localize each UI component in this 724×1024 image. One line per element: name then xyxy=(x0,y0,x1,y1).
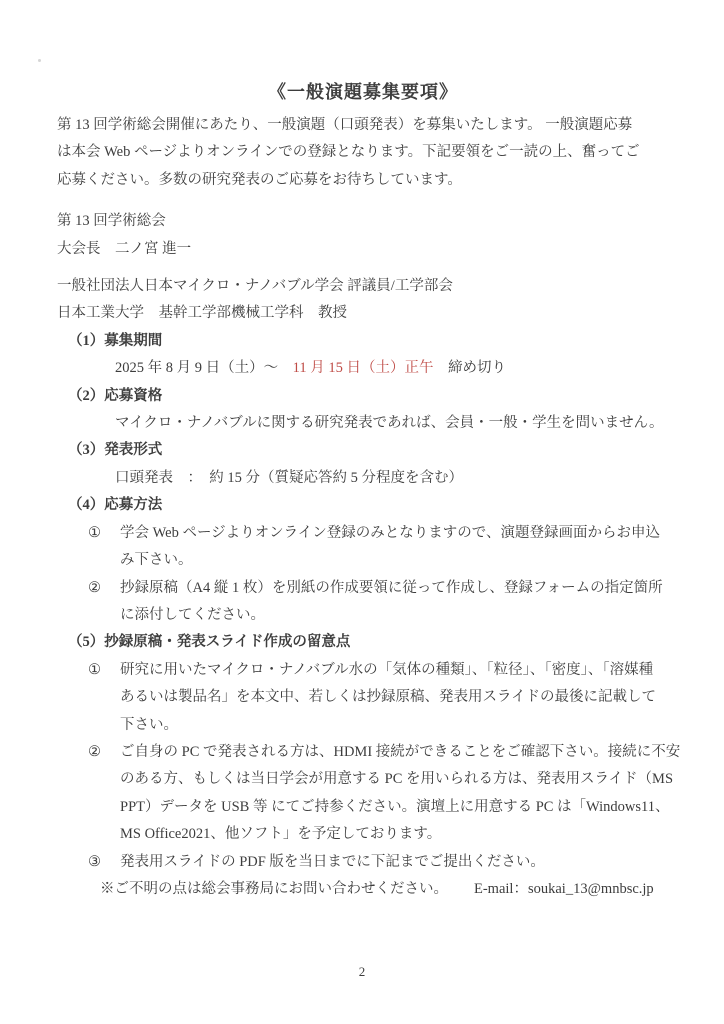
intro-line: は本会 Web ページよりオンラインでの登録となります。下記要領をご一読の上、奮ってご xyxy=(57,144,640,161)
text-line: あるいは製品名」を本文中、若しくは抄録原稿、発表用スライドの最後に記載して xyxy=(120,689,657,706)
date-range-prefix: 2025 年 8 月 9 日（土）～ xyxy=(115,360,293,377)
text-line: 抄録原稿（A4 縦 1 枚）を別紙の作成要領に従って作成し、登録フォームの指定箇所 xyxy=(120,579,663,596)
text-line: 下さい。 xyxy=(120,716,178,733)
text-line: 学会 Web ページよりオンライン登録のみとなりますので、演題登録画面からお申込 xyxy=(120,524,660,541)
text-line: 研究に用いたマイクロ・ナノバブル水の「気体の種類」、「粒径」、「密度」、「溶媒種 xyxy=(120,661,654,678)
list-item-text xyxy=(120,739,680,849)
sections xyxy=(57,328,681,904)
section-4-heading: （4）応募方法 xyxy=(68,497,163,514)
circled-number-marker: ③ xyxy=(88,853,101,870)
section-1-heading: （1）募集期間 xyxy=(68,332,163,349)
page-number: 2 xyxy=(358,964,366,979)
circled-number-marker: ① xyxy=(88,661,101,678)
text-line: 発表用スライドの PDF 版を当日までに下記までご提出ください。 xyxy=(120,853,545,870)
intro-line: 応募ください。多数の研究発表のご応募をお待ちしています。 xyxy=(57,171,462,188)
affiliation-block xyxy=(57,273,669,328)
date-range-suffix: 締め切り xyxy=(433,360,506,377)
chair-name: 大会長 二ノ宮 進一 xyxy=(57,240,192,257)
intro-paragraph xyxy=(57,112,669,194)
circled-number-marker: ② xyxy=(88,579,101,596)
page-title: 《一般演題募集要項》 xyxy=(268,82,458,102)
intro-line: 第 13 回学術総会開催にあたり、一般演題（口頭発表）を募集いたします。 一般演題応募 xyxy=(57,117,633,133)
organizer-block xyxy=(57,208,669,263)
scan-artifact-dot xyxy=(38,59,41,62)
contact-note-text: ※ご不明の点は総会事務局にお問い合わせください。 xyxy=(100,880,448,897)
text-line: のある方、もしくは当日学会が用意する PC を用いられる方は、発表用スライド（MS xyxy=(120,771,674,788)
contact-note xyxy=(100,876,669,903)
text-line: PPT）データを USB 等 にてご持参ください。演壇上に用意する PC は「Windows11、 xyxy=(120,798,670,815)
list-item-text xyxy=(120,575,669,630)
section-2-body: マイクロ・ナノバブルに関する研究発表であれば、会員・一般・学生を問いません。 xyxy=(115,415,664,432)
text-line: に添付してください。 xyxy=(120,606,265,623)
text-line: ご自身の PC で発表される方は、HDMI 接続ができることをご確認下さい。接続に不安 xyxy=(120,743,681,760)
section-3-heading: （3）発表形式 xyxy=(68,442,163,459)
list-item xyxy=(88,575,669,630)
list-item-text xyxy=(120,520,669,575)
list-item-text xyxy=(120,657,669,739)
affiliation-line: 一般社団法人日本マイクロ・ナノバブル学会 評議員/工学部会 xyxy=(57,278,453,295)
section-3-body: 口頭発表 ： 約 15 分（質疑応答約 5 分程度を含む） xyxy=(115,469,463,486)
list-item xyxy=(88,739,681,849)
document-content xyxy=(57,0,681,903)
circled-number-marker: ① xyxy=(88,524,101,541)
list-item-text xyxy=(120,849,669,876)
section-5-heading: （5）抄録原稿・発表スライド作成の留意点 xyxy=(68,634,351,651)
section-2-heading: （2）応募資格 xyxy=(68,387,163,404)
event-name: 第 13 回学術総会 xyxy=(57,213,166,230)
deadline-text: 11 月 15 日（土）正午 xyxy=(292,360,434,377)
contact-email: E-mail：soukai_13@mnbsc.jp xyxy=(474,880,654,897)
list-item xyxy=(88,657,669,739)
text-line: MS Office2021、他ソフト」を予定しております。 xyxy=(120,826,442,843)
text-line: み下さい。 xyxy=(120,552,193,569)
section-1-body xyxy=(115,355,669,382)
affiliation-line: 日本工業大学 基幹工学部機械工学科 教授 xyxy=(57,305,347,322)
circled-number-marker: ② xyxy=(88,743,101,760)
list-item xyxy=(88,849,669,876)
list-item xyxy=(88,520,669,575)
